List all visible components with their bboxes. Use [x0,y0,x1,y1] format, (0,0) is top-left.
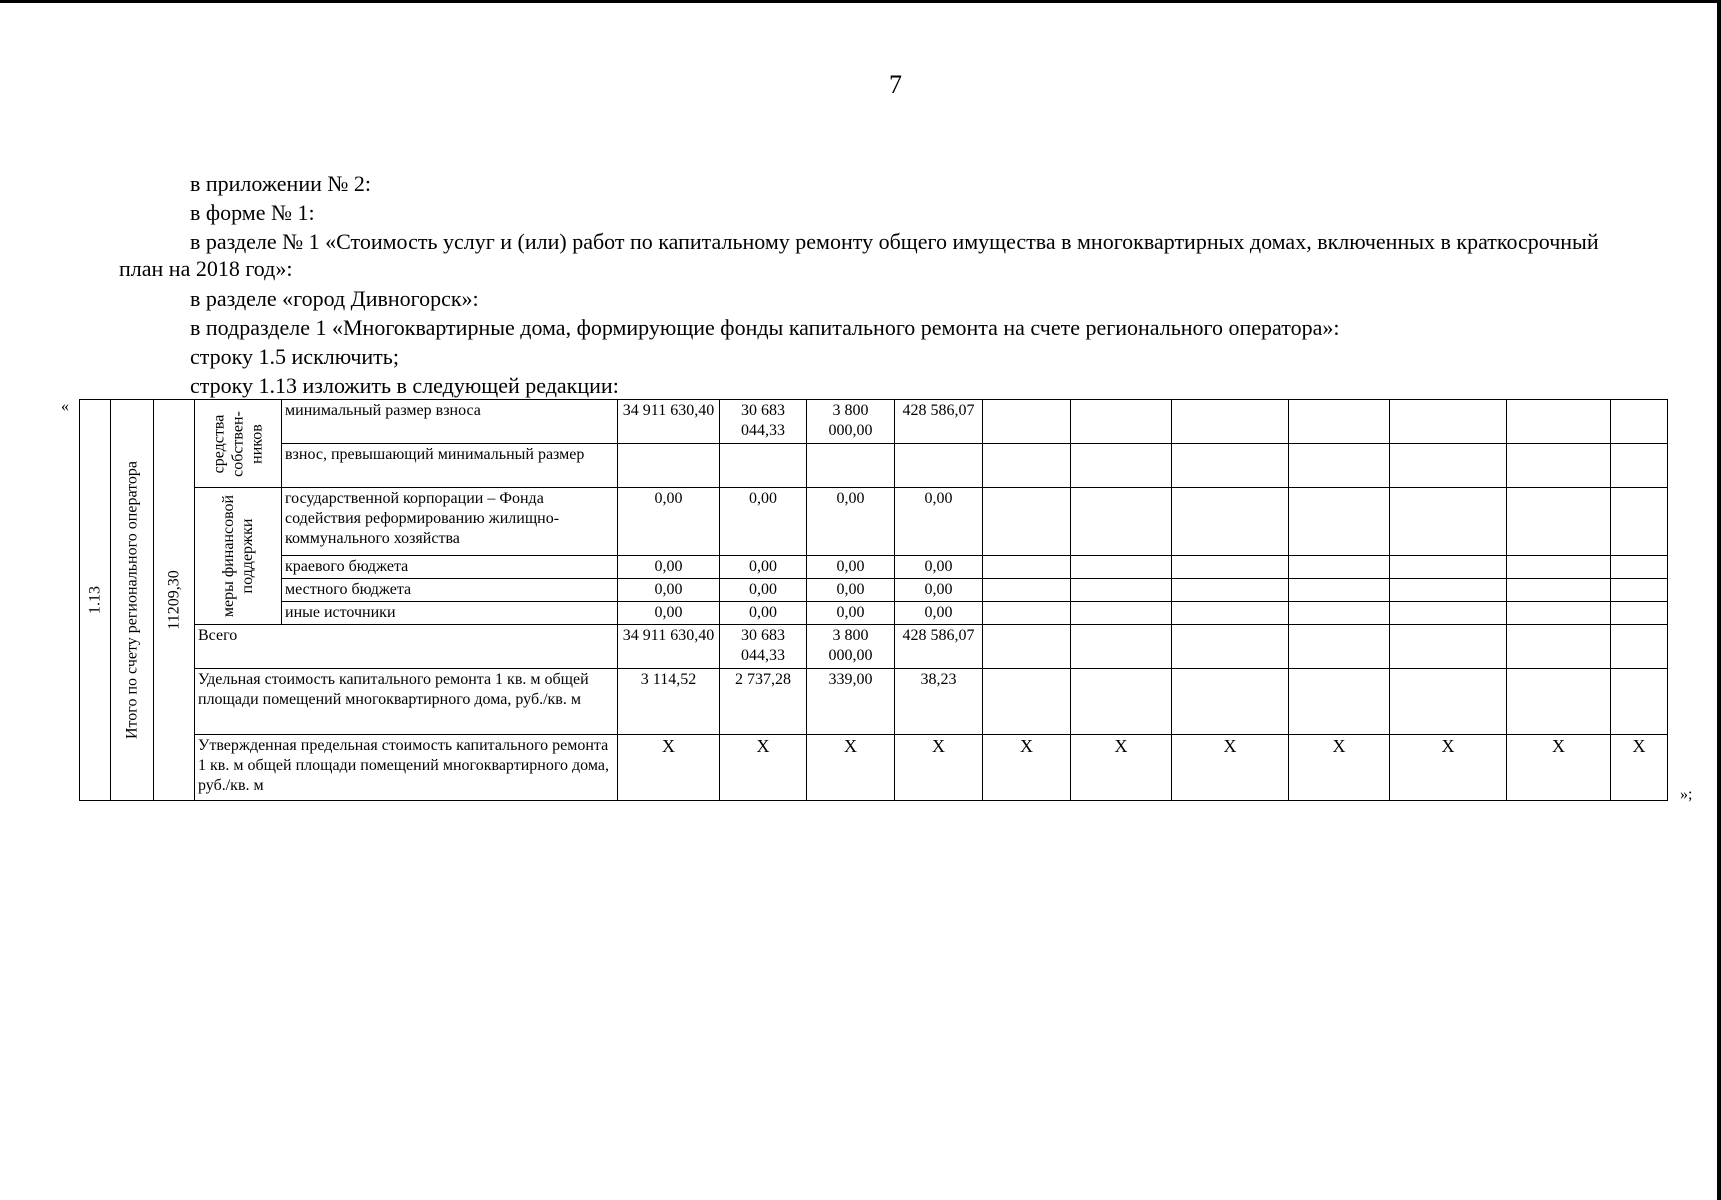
value-cell: 0,00 [807,556,895,579]
table-row-unit-cost [80,669,1668,735]
x-mark: Х [1507,735,1611,801]
value-cell: 2 737,28 [720,669,807,735]
value-cell: 0,00 [895,556,983,579]
value-cell: 3 114,52 [618,669,720,735]
closing-quote: »; [1680,786,1693,803]
empty-cell [1507,400,1611,444]
label-local: местного бюджета [282,579,618,602]
label-total: Всего [195,625,618,669]
group-owners-cell [195,400,282,488]
value-cell: 0,00 [807,579,895,602]
page-border-top [0,0,1721,3]
row-number-cell [80,400,111,801]
empty-cell [1390,625,1507,669]
empty-cell [1289,556,1390,579]
empty-cell [720,444,807,488]
empty-cell [1507,488,1611,556]
row-name: Итого по счету регионального оператора [123,460,141,740]
empty-cell [1390,444,1507,488]
empty-cell [983,556,1071,579]
value-cell: 34 911 630,40 [618,400,720,444]
value-cell: 428 586,07 [895,400,983,444]
empty-cell [1289,625,1390,669]
paragraph-form: в форме № 1: [190,200,315,225]
x-mark: Х [895,735,983,801]
table-row-over-min [80,444,1668,488]
value-cell: 0,00 [895,602,983,625]
empty-cell [1071,556,1172,579]
label-min-fee: минимальный размер взноса [282,400,618,444]
paragraph-exclude-row: строку 1.5 исключить; [190,344,399,369]
value-cell: 30 683 044,33 [720,625,807,669]
empty-cell [1289,602,1390,625]
paragraph-restate-row: строку 1.13 изложить в следующей редакции: [190,373,619,398]
empty-cell [1507,669,1611,735]
empty-cell [1390,488,1507,556]
empty-cell [1289,444,1390,488]
empty-cell [1172,579,1289,602]
empty-cell [1611,556,1668,579]
empty-cell [1611,579,1668,602]
empty-cell [1289,400,1390,444]
value-cell: 0,00 [618,579,720,602]
x-mark: Х [1172,735,1289,801]
value-cell: 0,00 [807,602,895,625]
empty-cell [1172,488,1289,556]
empty-cell [1172,625,1289,669]
empty-cell [1507,444,1611,488]
total-area: 11209,30 [165,570,183,630]
empty-cell [1289,579,1390,602]
empty-cell [983,602,1071,625]
x-mark: Х [1289,735,1390,801]
paragraph-section-city: в разделе «город Дивногорск»: [190,286,479,311]
empty-cell [807,444,895,488]
x-mark: Х [1611,735,1668,801]
value-cell: 0,00 [618,556,720,579]
label-over-min: взнос, превышающий минимальный размер [282,444,618,488]
value-cell: 428 586,07 [895,625,983,669]
x-mark: Х [983,735,1071,801]
value-cell: 0,00 [618,488,720,556]
x-mark: Х [618,735,720,801]
empty-cell [1071,669,1172,735]
empty-cell [1507,579,1611,602]
empty-cell [1289,669,1390,735]
x-mark: Х [1390,735,1507,801]
x-mark: Х [1071,735,1172,801]
page-border-right [1717,0,1721,1200]
table-row-max-cost [80,735,1668,801]
x-mark: Х [807,735,895,801]
value-cell: 30 683 044,33 [720,400,807,444]
value-cell: 38,23 [895,669,983,735]
empty-cell [1507,625,1611,669]
value-cell: 0,00 [720,579,807,602]
empty-cell [1390,669,1507,735]
table-row-regional [80,556,1668,579]
area-cell [154,400,195,801]
empty-cell [1071,488,1172,556]
group-owners-label: средства собствен- ников [210,410,266,477]
x-mark: Х [720,735,807,801]
label-max-cost: Утвержденная предельная стоимость капитального ремонта 1 кв. м общей площади помещений многоквартирного дома, руб./кв. м [195,735,618,801]
empty-cell [1172,556,1289,579]
table-row-fund [80,488,1668,556]
empty-cell [1611,400,1668,444]
page-number: 7 [889,70,902,99]
empty-cell [1289,488,1390,556]
label-fund: государственной корпорации – Фонда содействия реформированию жилищно-коммунального хозяйства [282,488,618,556]
empty-cell [1507,556,1611,579]
table-row-min-fee [80,400,1668,444]
empty-cell [1611,625,1668,669]
empty-cell [1071,444,1172,488]
value-cell: 339,00 [807,669,895,735]
empty-cell [983,625,1071,669]
paragraph-subsection-1: в подразделе 1 «Многоквартирные дома, формирующие фонды капитального ремонта на счете регионального оператора»: [190,315,1340,340]
value-cell: 0,00 [807,488,895,556]
empty-cell [1071,579,1172,602]
empty-cell [1172,444,1289,488]
empty-cell [618,444,720,488]
table-row-other [80,602,1668,625]
value-cell: 0,00 [720,602,807,625]
value-cell: 0,00 [720,556,807,579]
label-other: иные источники [282,602,618,625]
row-number: 1.13 [86,586,104,614]
paragraph-section-1: в разделе № 1 «Стоимость услуг и (или) работ по капитальному ремонту общего имущества в многоквартирных домах, включенных в краткосрочный план на 2018 год»: [119,229,1599,281]
value-cell: 0,00 [895,579,983,602]
empty-cell [983,400,1071,444]
label-unit-cost: Удельная стоимость капитального ремонта 1 кв. м общей площади помещений многоквартирного дома, руб./кв. м [195,669,618,735]
empty-cell [1071,400,1172,444]
paragraph-appendix: в приложении № 2: [190,171,371,196]
empty-cell [1611,602,1668,625]
value-cell: 0,00 [895,488,983,556]
empty-cell [1611,488,1668,556]
empty-cell [1071,602,1172,625]
empty-cell [895,444,983,488]
empty-cell [1172,400,1289,444]
empty-cell [1611,444,1668,488]
value-cell: 34 911 630,40 [618,625,720,669]
capital-repair-table [79,399,1668,801]
empty-cell [1390,602,1507,625]
empty-cell [1172,602,1289,625]
value-cell: 0,00 [720,488,807,556]
empty-cell [1172,669,1289,735]
empty-cell [983,579,1071,602]
opening-quote: « [61,398,69,415]
row-name-cell [111,400,154,801]
empty-cell [1390,400,1507,444]
group-support-label: меры финансовой поддержки [220,494,256,618]
empty-cell [1071,625,1172,669]
empty-cell [983,669,1071,735]
empty-cell [983,488,1071,556]
empty-cell [1611,669,1668,735]
label-regional: краевого бюджета [282,556,618,579]
value-cell: 3 800 000,00 [807,625,895,669]
empty-cell [1390,579,1507,602]
value-cell: 3 800 000,00 [807,400,895,444]
empty-cell [1507,602,1611,625]
empty-cell [1390,556,1507,579]
table-row-total [80,625,1668,669]
group-support-cell [195,488,282,625]
value-cell: 0,00 [618,602,720,625]
empty-cell [983,444,1071,488]
table-row-local [80,579,1668,602]
